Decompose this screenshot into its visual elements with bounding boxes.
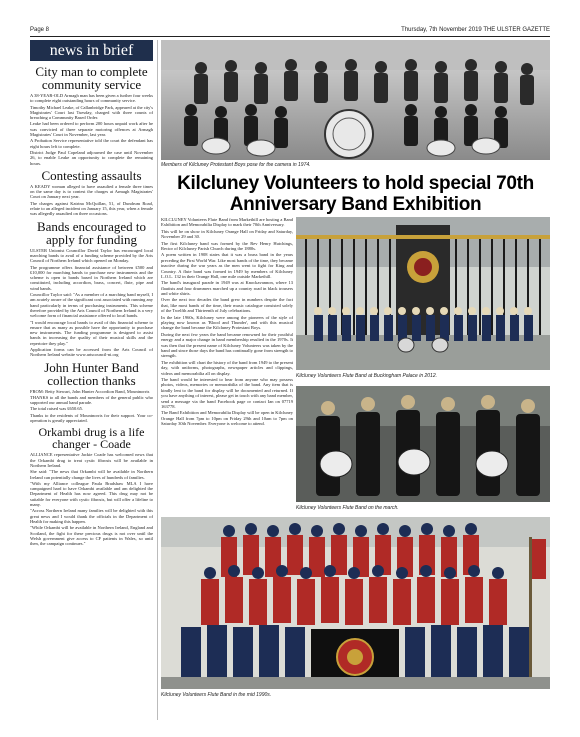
photo-1990s-image [161, 517, 550, 689]
caption-palace: Kilcluney Volunteers Flute Band at Buckingham Palace in 2012. [296, 373, 438, 379]
story-headline: Contesting assaults [41, 167, 142, 183]
news-in-brief-banner: news in brief [30, 40, 153, 61]
story-paragraph: A Probation Service representative told the court the defendant has eight hours left to complete. [30, 138, 153, 149]
article-paragraph: Over the next two decades the band grew in numbers despite the fact that, like most bands of the time, their music catalogue consisted solely of the Twelfth and Thirteenth of July celebrations. [161, 297, 293, 314]
photo-mid-1990s-band [161, 517, 550, 689]
story-paragraph: A 38-YEAR-OLD Armagh man has been given a further four weeks to complete eight outstanding hours of community service. [30, 93, 153, 104]
photo-palace-image [296, 217, 550, 370]
brief-story [30, 361, 153, 424]
article-paragraph: KILCLUNEY Volunteers Flute Band from Markethill are hosting a Band Exhibition and Memorabilia Display to mark their 70th Anniversary. [161, 217, 293, 228]
article-paragraph: The exhibition will chart the history of the band from 1949 to the present day, with uniforms, photographs, newspaper articles and clippings, videos and memorabilia all on display. [161, 359, 293, 376]
story-paragraph: District Judge Paul Copeland adjourned the case until November 26, to enable Leake an opportunity to complete the remaining hours. [30, 149, 153, 166]
story-paragraph: Leake had been ordered to perform 200 hours unpaid work after he was convicted of three separate motoring offences at Armagh Magistrates' Court in November, last year. [30, 121, 153, 138]
story-headline: Bands encouraged to apply for funding [36, 218, 147, 247]
photo-1974-band-image [161, 40, 550, 160]
brief-story [30, 426, 153, 546]
page-number: Page 8 [30, 27, 50, 33]
brief-story [30, 220, 153, 358]
story-paragraph: The charges against Katrina McQuillan, 51, of Dundrum Road, relate to an alleged incident on January 15, this year, when a female was allegedly assaulted on three occasions. [30, 200, 153, 217]
story-paragraph: Timothy Michael Leake, of Callanbridge Park, appeared at the city's Magistrates' Court last Tuesday, charged with three counts of breaching a Community Based Order. [30, 104, 153, 121]
brief-story [30, 65, 153, 166]
story-paragraph: Councillor Taylor said: "As a member of a marching band myself, I am acutely aware of the significant cost associated with running any band particularly in terms of purchasing instruments. This scheme therefore provided by the Arts Council of Northern Ireland is a very welcome form of financial assistance offered to local bands. [30, 292, 153, 319]
photo-march-image [296, 386, 550, 502]
story-paragraph: She said: "The news that Orkambi will be available in Northern Ireland can potentially change the lives of hundreds of families. [30, 469, 153, 480]
photo-buckingham-palace [296, 217, 550, 370]
story-paragraph: FROM: Betty Stewart, John Hunter Accordion Band, Mountnorris [30, 388, 150, 394]
photo-1974-band [161, 40, 550, 160]
header-rule [30, 36, 550, 37]
page-header [30, 26, 550, 38]
story-paragraph: The programme offers financial assistance of between £500 and £10,000 for marching bands to purchase new instruments and the scheme is open to bands based in Northern Ireland which are constituted, including accordion, brass, concert, flute, pipe and wind bands. [30, 264, 153, 291]
story-headline: Orkambi drug is a life changer - Coade [38, 425, 145, 452]
article-paragraph: The band's inaugural parade in 1949 was at Knockavannon, where 13 flautists and four drummers marched up a country road in black trousers and white shirts. [161, 280, 293, 297]
column-divider [157, 40, 158, 720]
story-paragraph: ULSTER Unionist Councillor David Taylor has encouraged local marching bands to avail of a funding scheme provided by the Arts Council of Northern Ireland which opened on Monday. [30, 247, 153, 264]
article-paragraph: The band would be interested to hear from anyone who may possess photos, videos, memories or memorabilia of the band. Any item that is kindly lent to the band for display will be documented and returned. If you have anything of interest, please get in touch with any band member, send a message via the band Facebook page or contact Ian on 07719 163778. [161, 376, 293, 409]
story-paragraph: "Across Northern Ireland many families will be delighted with this great news and I would thank the officials in the Department of Health for making this happen. [30, 508, 153, 524]
story-headline: John Hunter Band collection thanks [44, 359, 139, 388]
story-paragraph: THANKS to all the bands and members of the general public who supported our annual band parade. [30, 394, 153, 406]
article-paragraph: A poem written in 1908 states that it was a brass band in the years preceding the First World War. Like most bands of the time, they became inactive during the war years as the men went to fight for King and Country. A flute band was formed in 1949 by members of Kilcluney L.O.L. 132 in their Orange Hall, one mile outside Markethill. [161, 252, 293, 279]
article-headline: Kilcluney Volunteers to hold special 70th Anniversary Band Exhibition [177, 173, 534, 215]
story-paragraph: The total raised was £650.65. [30, 406, 83, 412]
article-paragraph: This will be on show in Kilcluney Orange Hall on Friday and Saturday, November 29 and 30. [161, 228, 293, 240]
story-paragraph: Application forms can be accessed from the Arts Council of Northern Ireland website www.artscouncil-ni.org [30, 346, 153, 358]
caption-march: Kilcluney Volunteers Flute Band on the march. [296, 505, 399, 511]
story-paragraph: "While Orkambi will be available in Northern Ireland, England and Scotland, the fight for these precious drugs is not over until the Welsh government give access to CF patients in Wales, so until then, the campaign continues." [30, 525, 153, 547]
article-paragraph: In the late 1960s, Kilcluney were among the pioneers of the style of playing now known as 'Blood and Thunder', and with this musical change the band became the Kilcluney Protestant Boys. [161, 314, 293, 331]
story-headline: City man to complete community service [35, 64, 148, 92]
caption-1974: Members of Kilcluney Protestant Boys pose for the camera in 1974. [161, 162, 311, 168]
article-paragraph: During the next few years the band became renowned for their youthful energy and a major change in band membership resulted in the 1970s. It was then that the present name of Kilcluney Volunteers was taken by the band and since those days the band has continually gone from strength to strength. [161, 331, 293, 359]
story-paragraph: Thanks to the residents of Mountnorris for their support. Your co-operation is greatly appreciated. [30, 412, 153, 424]
news-in-brief-column [30, 40, 153, 720]
story-paragraph: ALLIANCE representative Jackie Coade has welcomed news that the Orkambi drug to treat cystic fibrosis will be available in Northern Ireland. [30, 452, 153, 468]
story-paragraph: A KEADY woman alleged to have assaulted a female three times on the same day is to contest the charges at Armagh Magistrates' Court on January next year. [30, 183, 153, 200]
article-paragraph: The first Kilcluney band was formed by the Rev Henry Hutchings, Rector of Kilcluney Parish Church during the 1880s. [161, 240, 293, 251]
article-body [161, 217, 293, 517]
brief-story [30, 169, 153, 217]
story-paragraph: "With my Alliance colleague Paula Bradshaw MLA I have campaigned hard to have Orkambi available and am delighted the Department of Health has now agreed. This drug may not be suitable for everyone with cystic fibrosis, but will offer a lifeline to many. [30, 480, 153, 508]
caption-1990s: Kilcluney Volunteers Flute Band in the mid 1990s. [161, 692, 272, 698]
dateline: Thursday, 7th November 2019 THE ULSTER GAZETTE [401, 27, 550, 33]
photo-on-the-march [296, 386, 550, 502]
story-paragraph: "I would encourage local bands to avail of this financial scheme to ensure that as many as possible have the opportunity to purchase new instruments. The funding programme is designed to assist bands in increasing the quality of their musical skills and the repertoire they play." [30, 319, 153, 346]
article-paragraph: The Band Exhibition and Memorabilia Display will be open in Kilcluney Orange Hall from 7pm to 10pm on Friday 29th and 10am to 7pm on Saturday 30th November. Everyone is welcome to attend. [161, 410, 293, 427]
